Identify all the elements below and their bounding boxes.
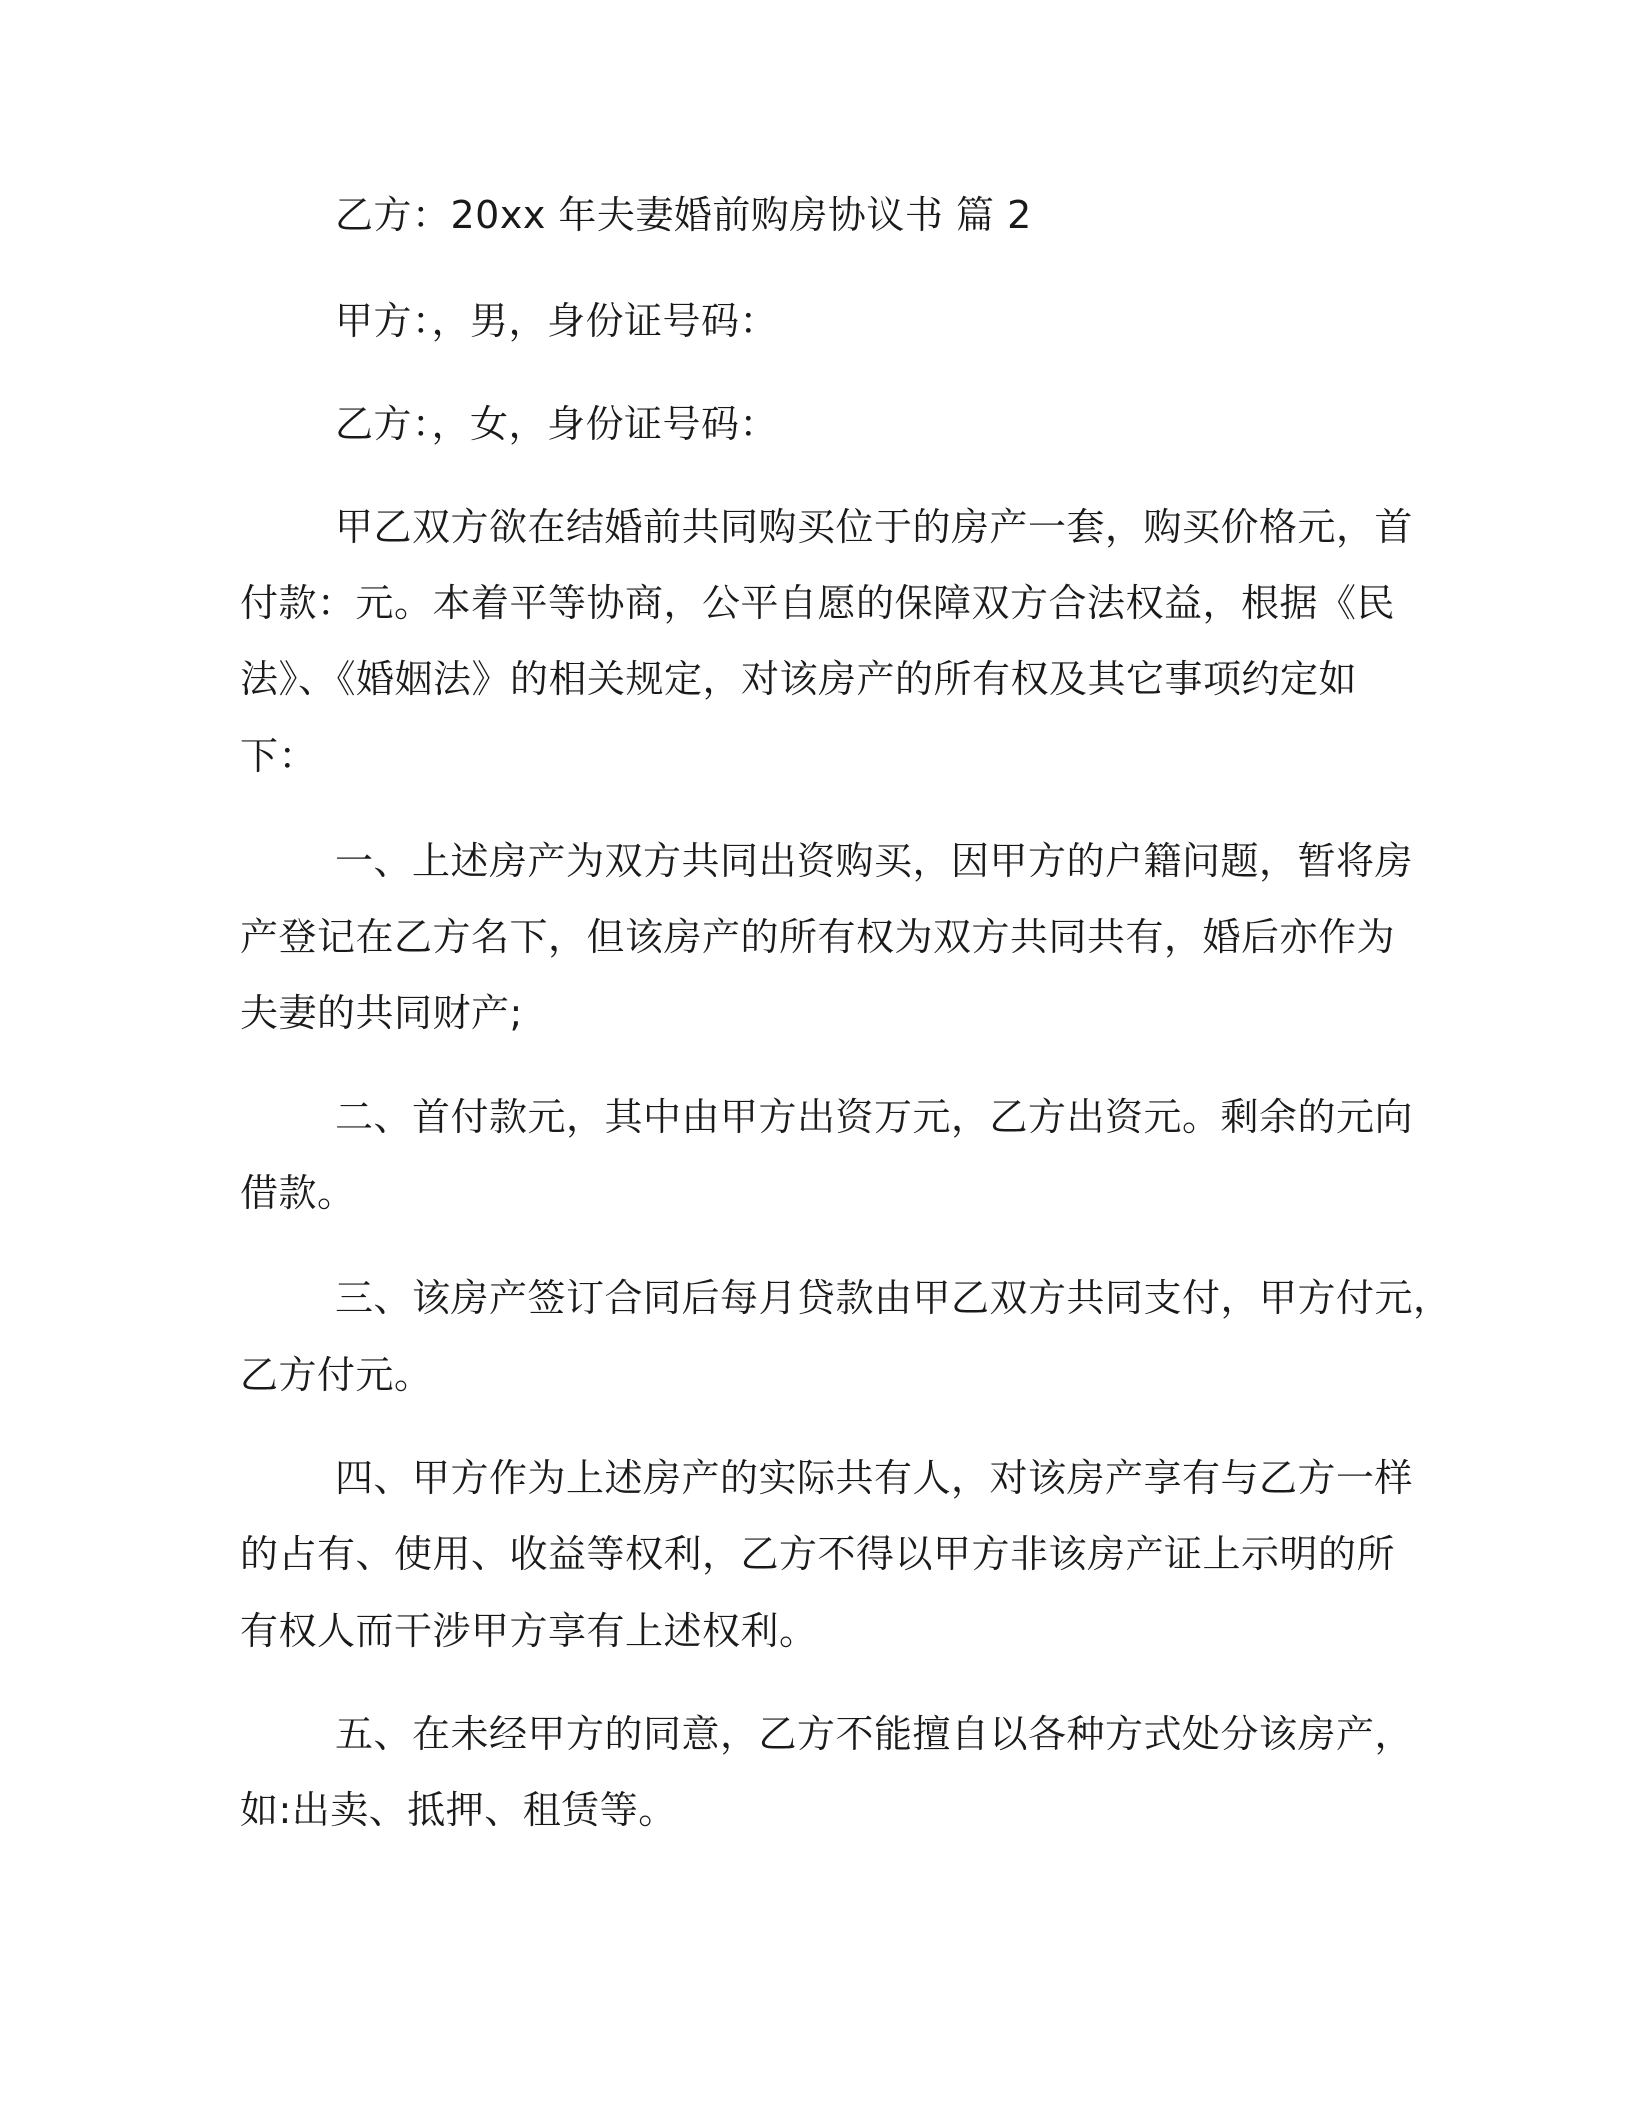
clause-1-line-1: 一、上述房产为双方共同出资购买，因甲方的户籍问题，暂将房	[335, 839, 1414, 883]
clause-4-line-3: 有权人而干涉甲方享有上述权利。	[240, 1609, 818, 1653]
intro-line-3: 法》、《婚姻法》的相关规定，对该房产的所有权及其它事项约定如	[240, 657, 1358, 701]
clause-4-line-2: 的占有、使用、收益等权利，乙方不得以甲方非该房产证上示明的所	[240, 1532, 1396, 1576]
party-a-line: 甲方：，男，身份证号码：	[335, 299, 779, 343]
clause-5-line-2: 如:出卖、抵押、租赁等。	[240, 1788, 677, 1832]
intro-line-1: 甲乙双方欲在结婚前共同购买位于的房产一套，购买价格元，首	[335, 505, 1414, 549]
clause-1-line-2: 产登记在乙方名下，但该房产的所有权为双方共同共有，婚后亦作为	[240, 915, 1396, 959]
intro-line-2: 付款：元。本着平等协商，公平自愿的保障双方合法权益，根据《民	[240, 581, 1396, 625]
clause-3-line-2: 乙方付元。	[240, 1353, 433, 1397]
clause-2-line-2: 借款。	[240, 1171, 356, 1215]
clause-2-line-1: 二、首付款元，其中由甲方出资万元，乙方出资元。剩余的元向	[335, 1095, 1414, 1139]
clause-3-line-1: 三、该房产签订合同后每月贷款由甲乙双方共同支付，甲方付元，	[335, 1276, 1452, 1320]
clause-1-line-3: 夫妻的共同财产;	[240, 991, 523, 1035]
party-b-line: 乙方：，女，身份证号码：	[335, 402, 779, 446]
clause-5-line-1: 五、在未经甲方的同意，乙方不能擅自以各种方式处分该房产，	[335, 1712, 1414, 1756]
clause-4-line-1: 四、甲方作为上述房产的实际共有人，对该房产享有与乙方一样	[335, 1456, 1414, 1500]
heading-line: 乙方：20xx 年夫妻婚前购房协议书 篇 2	[335, 193, 1032, 237]
intro-line-4: 下：	[240, 734, 318, 778]
